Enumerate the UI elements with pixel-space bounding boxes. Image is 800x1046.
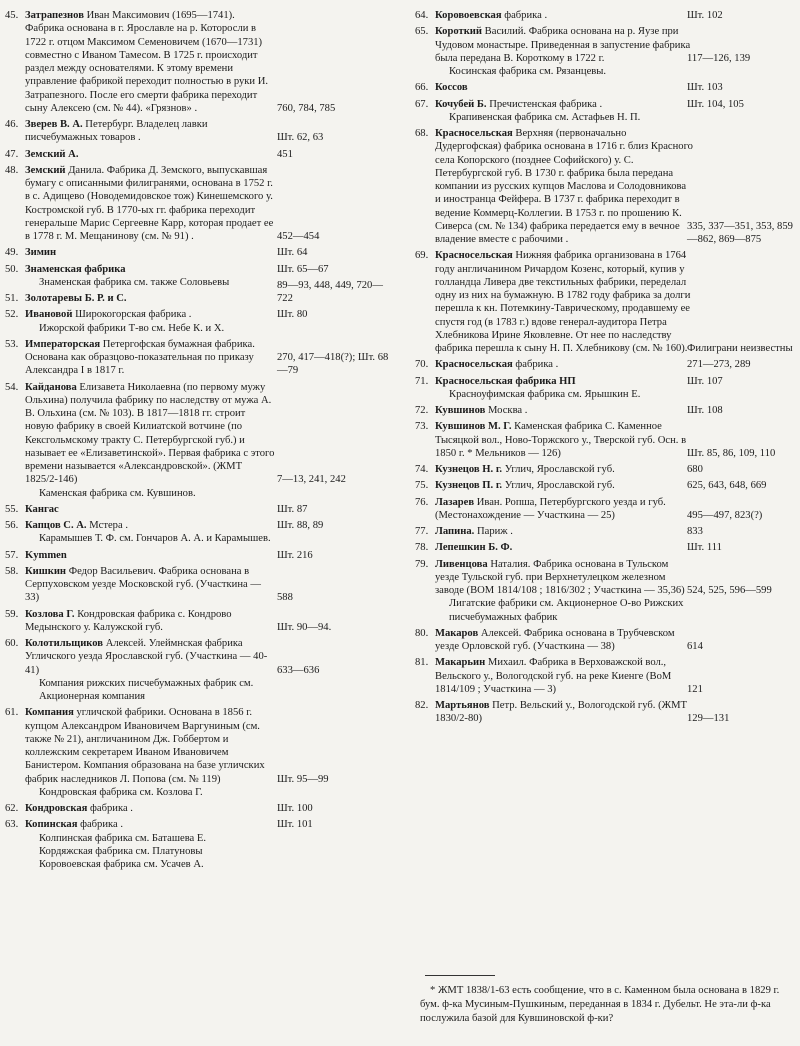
entry-description: Иван. Ропша, Петербургского уезда и губ. (Местонахождение — Участкина — 25) xyxy=(435,496,666,521)
entry-57 xyxy=(5,549,395,562)
cross-reference-text: Каменская фабрика см. Кувшинов. xyxy=(39,487,196,499)
entry-description: Углич, Ярославской губ. xyxy=(504,464,615,475)
entry-title: Капцов С. А. xyxy=(25,520,87,531)
entry-number: 63. xyxy=(5,819,19,831)
entry-text xyxy=(435,656,693,696)
entry-54 xyxy=(5,381,395,487)
entry-number: 72. xyxy=(415,405,429,416)
entry-number: 66. xyxy=(415,82,429,94)
entry-references: 121 xyxy=(687,683,703,695)
entry-text xyxy=(435,479,693,492)
entry-references: Шт. 65—67 xyxy=(277,263,329,275)
right-column xyxy=(415,6,797,726)
entry-references: Шт. 104, 105 xyxy=(687,98,744,110)
entry-number: 64. xyxy=(415,10,429,21)
entry-title: Кондровская xyxy=(25,803,88,814)
entry-52 xyxy=(5,308,395,321)
entry-text xyxy=(25,381,275,487)
entry-60 xyxy=(5,637,395,677)
cross-reference-text: Лигатские фабрики см. Акционерное О-во Рижских писчебумажных фабрик xyxy=(449,598,684,623)
entry-65 xyxy=(415,25,797,65)
cross-reference-text: Крапивенская фабрика см. Астафьев Н. П. xyxy=(449,111,641,123)
entry-references: Шт. 101 xyxy=(277,819,313,831)
entry-59 xyxy=(5,608,395,635)
entry-text xyxy=(25,308,275,321)
entry-description: Нижняя фабрика организована в 1764 году англичанином Ричардом Козенс, который, купив у голландца Ливера две текстильных фабрики, переделал одну из них на бумажную. В 1782 году фабрика за долги перешла к кн. Потемкину-Таврическому, продавшему ее спустя год (в 1783 г.) вдове генерал-аудитора Петра Хлебникова Ирине Яковлевне. От нее по наследству фабрика перешла к сыну Н. П. Хлебникову (см. № 160). xyxy=(435,250,691,354)
entry-references: 633—636 xyxy=(277,664,320,676)
entry-number: 78. xyxy=(415,542,429,554)
entry-references: 614 xyxy=(687,641,703,652)
entry-56 xyxy=(5,519,395,532)
entry-title: Копинская xyxy=(25,819,78,831)
entry-text xyxy=(435,404,693,417)
entry-number: 55. xyxy=(5,503,19,515)
entry-text xyxy=(435,9,693,22)
entry-number: 47. xyxy=(5,148,19,160)
entry-description: Париж . xyxy=(476,526,513,537)
entry-71 xyxy=(415,375,797,388)
entry-number: 82. xyxy=(415,700,429,711)
entry-number: 68. xyxy=(415,128,429,139)
entry-description: фабрика . xyxy=(515,359,559,371)
entry-text xyxy=(435,541,693,554)
entry-references: Шт. 100 xyxy=(277,803,313,814)
entry-title: Макарьин xyxy=(435,657,486,669)
entry-title: Зверев В. А. xyxy=(25,119,83,130)
entry-text xyxy=(435,25,693,65)
entry-69 xyxy=(415,249,797,355)
entry-title: Красносельская фабрика НП xyxy=(435,375,576,387)
entry-number: 48. xyxy=(5,164,19,176)
entry-title: Кишкин xyxy=(25,565,67,577)
entry-references: 89—93, 448, 449, 720—722 xyxy=(277,279,383,304)
entry-references: Шт. 80 xyxy=(277,309,308,321)
entry-70 xyxy=(415,358,797,371)
entry-title: Кувшинов xyxy=(435,405,486,416)
cross-reference xyxy=(415,111,797,124)
cross-reference-text: Карамышев Т. Ф. см. Гончаров А. А. и Карамышев. xyxy=(39,533,271,545)
entry-text xyxy=(25,164,275,244)
entry-text xyxy=(435,420,693,460)
entry-description: Москва . xyxy=(488,405,528,416)
entry-title: Коровоевская xyxy=(435,10,502,21)
entry-79 xyxy=(415,558,797,598)
entry-68 xyxy=(415,127,797,246)
entry-number: 49. xyxy=(5,247,19,259)
entry-references: 524, 525, 596—599 xyxy=(687,585,772,596)
entry-references: 625, 643, 648, 669 xyxy=(687,480,767,492)
entry-references: 588 xyxy=(277,592,293,604)
entry-description: Каменская фабрика С. Каменное Тысяцкой вол., Ново-Торжского у., Тверской губ. Осн. в 1850 г. * Мельников — 126) xyxy=(435,421,687,459)
entry-description: фабрика . xyxy=(504,10,548,21)
entry-text xyxy=(435,558,693,598)
entry-title: Козлова Г. xyxy=(25,608,75,620)
entry-title: Кувшинов М. Г. xyxy=(435,421,512,433)
entry-text xyxy=(25,148,275,161)
entry-references: 335, 337—351, 353, 859—862, 869—875 xyxy=(687,220,793,245)
entry-number: 53. xyxy=(5,338,19,350)
cross-reference-text: Коровоевская фабрика см. Усачев А. xyxy=(39,859,204,870)
entry-text xyxy=(435,358,693,371)
cross-reference xyxy=(5,832,395,845)
entry-62 xyxy=(5,802,395,815)
entry-text xyxy=(25,519,275,532)
entry-number: 79. xyxy=(415,558,429,570)
entry-text xyxy=(435,699,693,726)
entry-47 xyxy=(5,148,395,161)
entry-number: 51. xyxy=(5,293,19,304)
entry-number: 71. xyxy=(415,375,429,387)
entry-75 xyxy=(415,479,797,492)
entry-title: Кочубей Б. xyxy=(435,98,487,110)
entry-title: Короткий xyxy=(435,26,483,38)
entry-text xyxy=(25,338,275,378)
entry-49 xyxy=(5,246,395,259)
entry-description: Верхняя (первоначально Дудергофская) фабрика основана в 1716 г. близ Красного села Копорского (позднее Софийского) у. С. Петербургской губ. В 1730 г. фабрика была передана компании из русских купцов Маслова и Солодовникова и иностранца Фейфера. В 1737 г. фабрика переходит в ведение Коммерц-Коллегии. В 1753 г. по прошению К. Сиверса (см. № 134) фабрика передается ему в вечное владение вместе с рабочими . xyxy=(435,128,693,245)
entry-description: Пречистенская фабрика . xyxy=(489,98,603,110)
cross-reference xyxy=(5,487,395,500)
entry-references: Шт. 62, 63 xyxy=(277,132,324,144)
entry-text xyxy=(25,9,275,115)
entry-title: Лазарев xyxy=(435,496,475,508)
entry-66 xyxy=(415,81,797,94)
entry-references: Шт. 90—94. xyxy=(277,621,332,633)
cross-reference-text: Ижорской фабрики Т-во см. Небе К. и Х. xyxy=(39,322,225,334)
entry-text xyxy=(25,802,275,815)
entry-number: 57. xyxy=(5,549,19,561)
entry-text xyxy=(25,246,275,259)
entry-description: фабрика . xyxy=(90,803,133,814)
entry-72 xyxy=(415,404,797,417)
entry-number: 74. xyxy=(415,464,429,475)
entry-references: Шт. 103 xyxy=(687,82,723,94)
cross-reference-text: Косинская фабрика см. Рязанцевы. xyxy=(449,66,607,77)
cross-reference-text: Кордяжская фабрика см. Платуновы xyxy=(39,845,203,857)
cross-reference xyxy=(415,65,797,78)
entry-references: 451 xyxy=(277,148,293,160)
cross-reference xyxy=(415,388,797,401)
entry-text xyxy=(25,565,275,605)
entry-description: Углич, Ярославской губ. xyxy=(504,480,615,492)
entry-title: Красносельская xyxy=(435,250,513,262)
cross-reference-text: Компания рижских писчебумажных фабрик см. Акционерная компания xyxy=(39,677,254,702)
entry-80 xyxy=(415,627,797,654)
left-column xyxy=(5,6,395,871)
entry-number: 52. xyxy=(5,309,19,321)
entry-number: 54. xyxy=(5,381,19,393)
entry-references: Шт. 107 xyxy=(687,375,723,387)
entry-number: 59. xyxy=(5,608,19,620)
entry-text xyxy=(435,98,693,111)
entry-number: 69. xyxy=(415,250,429,262)
entry-title: Императорская xyxy=(25,338,101,350)
entry-references: 271—273, 289 xyxy=(687,359,751,371)
entry-number: 56. xyxy=(5,520,19,531)
entry-text xyxy=(25,608,275,635)
entry-title: Лепешкин Б. Ф. xyxy=(435,542,513,554)
entry-title: Колотильщиков xyxy=(25,638,104,649)
entry-67 xyxy=(415,98,797,111)
entry-title: Кайданова xyxy=(25,381,77,393)
entry-74 xyxy=(415,463,797,476)
entry-text xyxy=(25,706,275,786)
entry-number: 77. xyxy=(415,526,429,537)
entry-references: Шт. 108 xyxy=(687,405,723,416)
entry-number: 80. xyxy=(415,627,429,639)
entry-title: Kymmen xyxy=(25,549,67,561)
entry-title: Земский xyxy=(25,164,66,176)
entry-references: 495—497, 823(?) xyxy=(687,509,763,521)
entry-description: Петр. Вельский у., Вологодской губ. (ЖМТ 1830/2-80) xyxy=(435,700,688,725)
entry-text xyxy=(25,118,275,145)
entry-references: Шт. 88, 89 xyxy=(277,520,324,531)
entry-references: 129—131 xyxy=(687,713,730,725)
cross-reference xyxy=(5,677,395,704)
entry-78 xyxy=(415,541,797,554)
entry-references: Шт. 95—99 xyxy=(277,773,329,785)
entry-number: 58. xyxy=(5,565,19,577)
entry-number: 81. xyxy=(415,657,429,669)
entry-81 xyxy=(415,656,797,696)
entry-text xyxy=(435,127,693,246)
entry-title: Коссов xyxy=(435,82,468,94)
entry-text xyxy=(25,292,275,305)
entry-64 xyxy=(415,9,797,22)
entry-title: Мартьянов xyxy=(435,700,490,711)
entry-description: Василий. Фабрика основана на р. Яузе при Чудовом монастыре. Приведенная в запустение фабрика была передана В. Короткому в 1722 г. xyxy=(435,26,691,64)
entry-references: 270, 417—418(?); Шт. 68—79 xyxy=(277,352,389,377)
entry-61 xyxy=(5,706,395,786)
entry-title: Макаров xyxy=(435,627,479,639)
entry-references: 760, 784, 785 xyxy=(277,102,336,114)
entry-references: Филиграни неизвестны xyxy=(687,343,793,354)
entry-description: Михаил. Фабрика в Верховажской вол., Вельского у., Вологодской губ. на реке Киенге (ВоМ 1814/109 ; Участкина — 3) xyxy=(435,657,672,695)
entry-references: Шт. 64 xyxy=(277,247,308,259)
entry-number: 46. xyxy=(5,119,19,130)
entry-references: Шт. 87 xyxy=(277,503,308,515)
entry-46 xyxy=(5,118,395,145)
entry-73 xyxy=(415,420,797,460)
entry-references: 833 xyxy=(687,526,703,537)
entry-title: Знаменская фабрика xyxy=(25,263,126,275)
entry-number: 67. xyxy=(415,98,429,110)
entry-number: 73. xyxy=(415,421,429,433)
entry-description: Наталия. Фабрика основана в Тульском уезде Тульской губ. при Верхнетулецком железном заводе (ВОМ 1814/108 ; 1816/302 ; Участкина — 35,36) xyxy=(435,558,685,596)
entry-description: Кондровская фабрика с. Кондрово Медынского у. Калужской губ. xyxy=(25,608,232,633)
footnote: * ЖМТ 1838/1-63 есть сообщение, что в с. Каменном была основана в 1829 г. бум. ф-ка Мусиным-Пушкиным, переданная в 1834 г. Дубельт. Не эта-ли ф-ка послужила базой для Кувшиновской ф-ки? xyxy=(420,985,780,1024)
entry-76 xyxy=(415,496,797,523)
entry-45 xyxy=(5,9,395,115)
cross-reference xyxy=(5,322,395,335)
entry-references: 7—13, 241, 242 xyxy=(277,474,346,486)
entry-description: Елизавета Николаевна (по первому мужу Ольхина) получила фабрику по наследству от мужа А. В. Ольхина (см. № 103). В 1817—1818 гг. строит новую фабрику в своей Килиатской вотчине (по Кексгольмскому тракту С. Петербургской губ.) и называет ее «Елизаветинской». Первая фабрика с этого времени называется «Александровской». (ЖМТ 1825/2-146) xyxy=(25,381,275,486)
entry-description: Мстера . xyxy=(89,520,128,531)
entry-title: Затрапезнов xyxy=(25,10,84,21)
entry-title: Кузнецов П. г. xyxy=(435,480,503,492)
entry-description: угличской фабрики. Основана в 1856 г. купцом Александром Ивановичем Варгуниным (см. также № 21), англичанином Дж. Гоббертом и коллежским секретарем Иваном Ивановичем Банистером. Компания образована на базе угличских фабрик наследников Л. Попова (см. № 119) xyxy=(25,707,265,785)
entry-text xyxy=(435,249,693,355)
entry-82 xyxy=(415,699,797,726)
entry-title: Ивановой xyxy=(25,309,73,321)
entry-references: 117—126, 139 xyxy=(687,52,751,64)
entry-title: Зимин xyxy=(25,247,57,259)
entry-text xyxy=(435,525,693,538)
entry-55 xyxy=(5,503,395,516)
entry-description: Алексей. Улеймнская фабрика Угличского уезда Ярославской губ. (Участкина — 40-41) xyxy=(25,638,268,676)
entry-references: 452—454 xyxy=(277,231,320,242)
entry-references: Шт. 102 xyxy=(687,10,723,21)
entry-title: Кангас xyxy=(25,503,59,515)
entry-50 xyxy=(5,263,395,276)
cross-reference xyxy=(5,858,395,871)
cross-reference-text: Знаменская фабрика см. также Соловьевы xyxy=(39,276,230,288)
entry-number: 50. xyxy=(5,263,19,275)
entry-references: Шт. 111 xyxy=(687,542,722,554)
cross-reference-text: Кондровская фабрика см. Козлова Г. xyxy=(39,786,203,798)
entry-title: Кузнецов Н. г. xyxy=(435,464,503,475)
entry-title: Красносельская xyxy=(435,359,513,371)
entry-text xyxy=(25,503,275,516)
entry-title: Лапина. xyxy=(435,526,475,537)
cross-reference xyxy=(5,845,395,858)
cross-reference xyxy=(415,597,797,624)
entry-text xyxy=(25,818,275,831)
entry-number: 65. xyxy=(415,26,429,38)
entry-description: Данила. Фабрика Д. Земского, выпускавшая бумагу с описанными филигранями, основана в 1752 г. в с. Адищево (Новодемидовское тож) Кинешемского у. Костромской губ. В 1770-ых гг. фабрика переходит генеральше Марис Сергеевне Карр, которая продает ее в 1778 г. М. Мещанинову (см. № 91) . xyxy=(25,164,274,242)
entry-description: Иван Максимович (1695—1741). Фабрика основана в г. Ярославле на р. Которосли в 1722 г. отцом Максимом Семеновичем (1670—1731) совместно с Иваном Тамесом. В 1725 г. происходит раздел между основателями. К этому времени управление фабрикой переходит полностью в руки И. Затрапезного. После его смерти фабрика переходит сыну Алексею (см. № 44). «Грязнов» . xyxy=(25,10,269,114)
entry-text xyxy=(435,81,693,94)
entry-77 xyxy=(415,525,797,538)
entry-number: 70. xyxy=(415,359,429,371)
entry-number: 60. xyxy=(5,638,19,649)
entry-title: Компания xyxy=(25,707,74,719)
entry-text xyxy=(25,549,275,562)
entry-number: 61. xyxy=(5,707,19,719)
entry-text xyxy=(435,496,693,523)
entry-title: Земский А. xyxy=(25,148,79,160)
entry-text xyxy=(435,375,693,388)
entry-48 xyxy=(5,164,395,244)
entry-references: Шт. 216 xyxy=(277,549,313,561)
entry-description: Алексей. Фабрика основана в Трубчевском уезде Орловской губ. (Участкина — 38) xyxy=(435,627,675,652)
entry-58 xyxy=(5,565,395,605)
entry-description: фабрика . xyxy=(80,819,124,831)
entry-53 xyxy=(5,338,395,378)
entry-number: 45. xyxy=(5,10,19,21)
entry-references: 680 xyxy=(687,464,703,475)
cross-reference xyxy=(5,532,395,545)
entry-references: Шт. 85, 86, 109, 110 xyxy=(687,447,776,459)
entry-title: Золотаревы Б. Р. и С. xyxy=(25,293,127,304)
entry-number: 62. xyxy=(5,803,19,814)
entry-text xyxy=(25,637,275,677)
entry-description: Петербург. Владелец лавки писчебумажных товаров . xyxy=(25,119,208,144)
entry-text xyxy=(435,627,693,654)
entry-description: Широкогорская фабрика . xyxy=(75,309,192,321)
cross-reference xyxy=(5,786,395,799)
entry-63 xyxy=(5,818,395,831)
entry-title: Красносельская xyxy=(435,128,513,139)
entry-number: 76. xyxy=(415,496,429,508)
entry-text xyxy=(435,463,693,476)
cross-reference-text: Красноуфимская фабрика см. Ярышкин Е. xyxy=(449,388,641,400)
entry-number: 75. xyxy=(415,480,429,492)
entry-description: Федор Васильевич. Фабрика основана в Серпуховском уезде Московской губ. (Участкина — 33) xyxy=(25,565,261,604)
entry-description: Петергофская бумажная фабрика. Основана как образцово-показательная по приказу Александра I в 1817 г. xyxy=(25,338,255,377)
entry-text xyxy=(25,263,275,276)
entry-title: Ливенцова xyxy=(435,558,488,570)
footnote-rule xyxy=(425,975,495,976)
cross-reference-text: Колпинская фабрика см. Баташева Е. xyxy=(39,832,207,844)
